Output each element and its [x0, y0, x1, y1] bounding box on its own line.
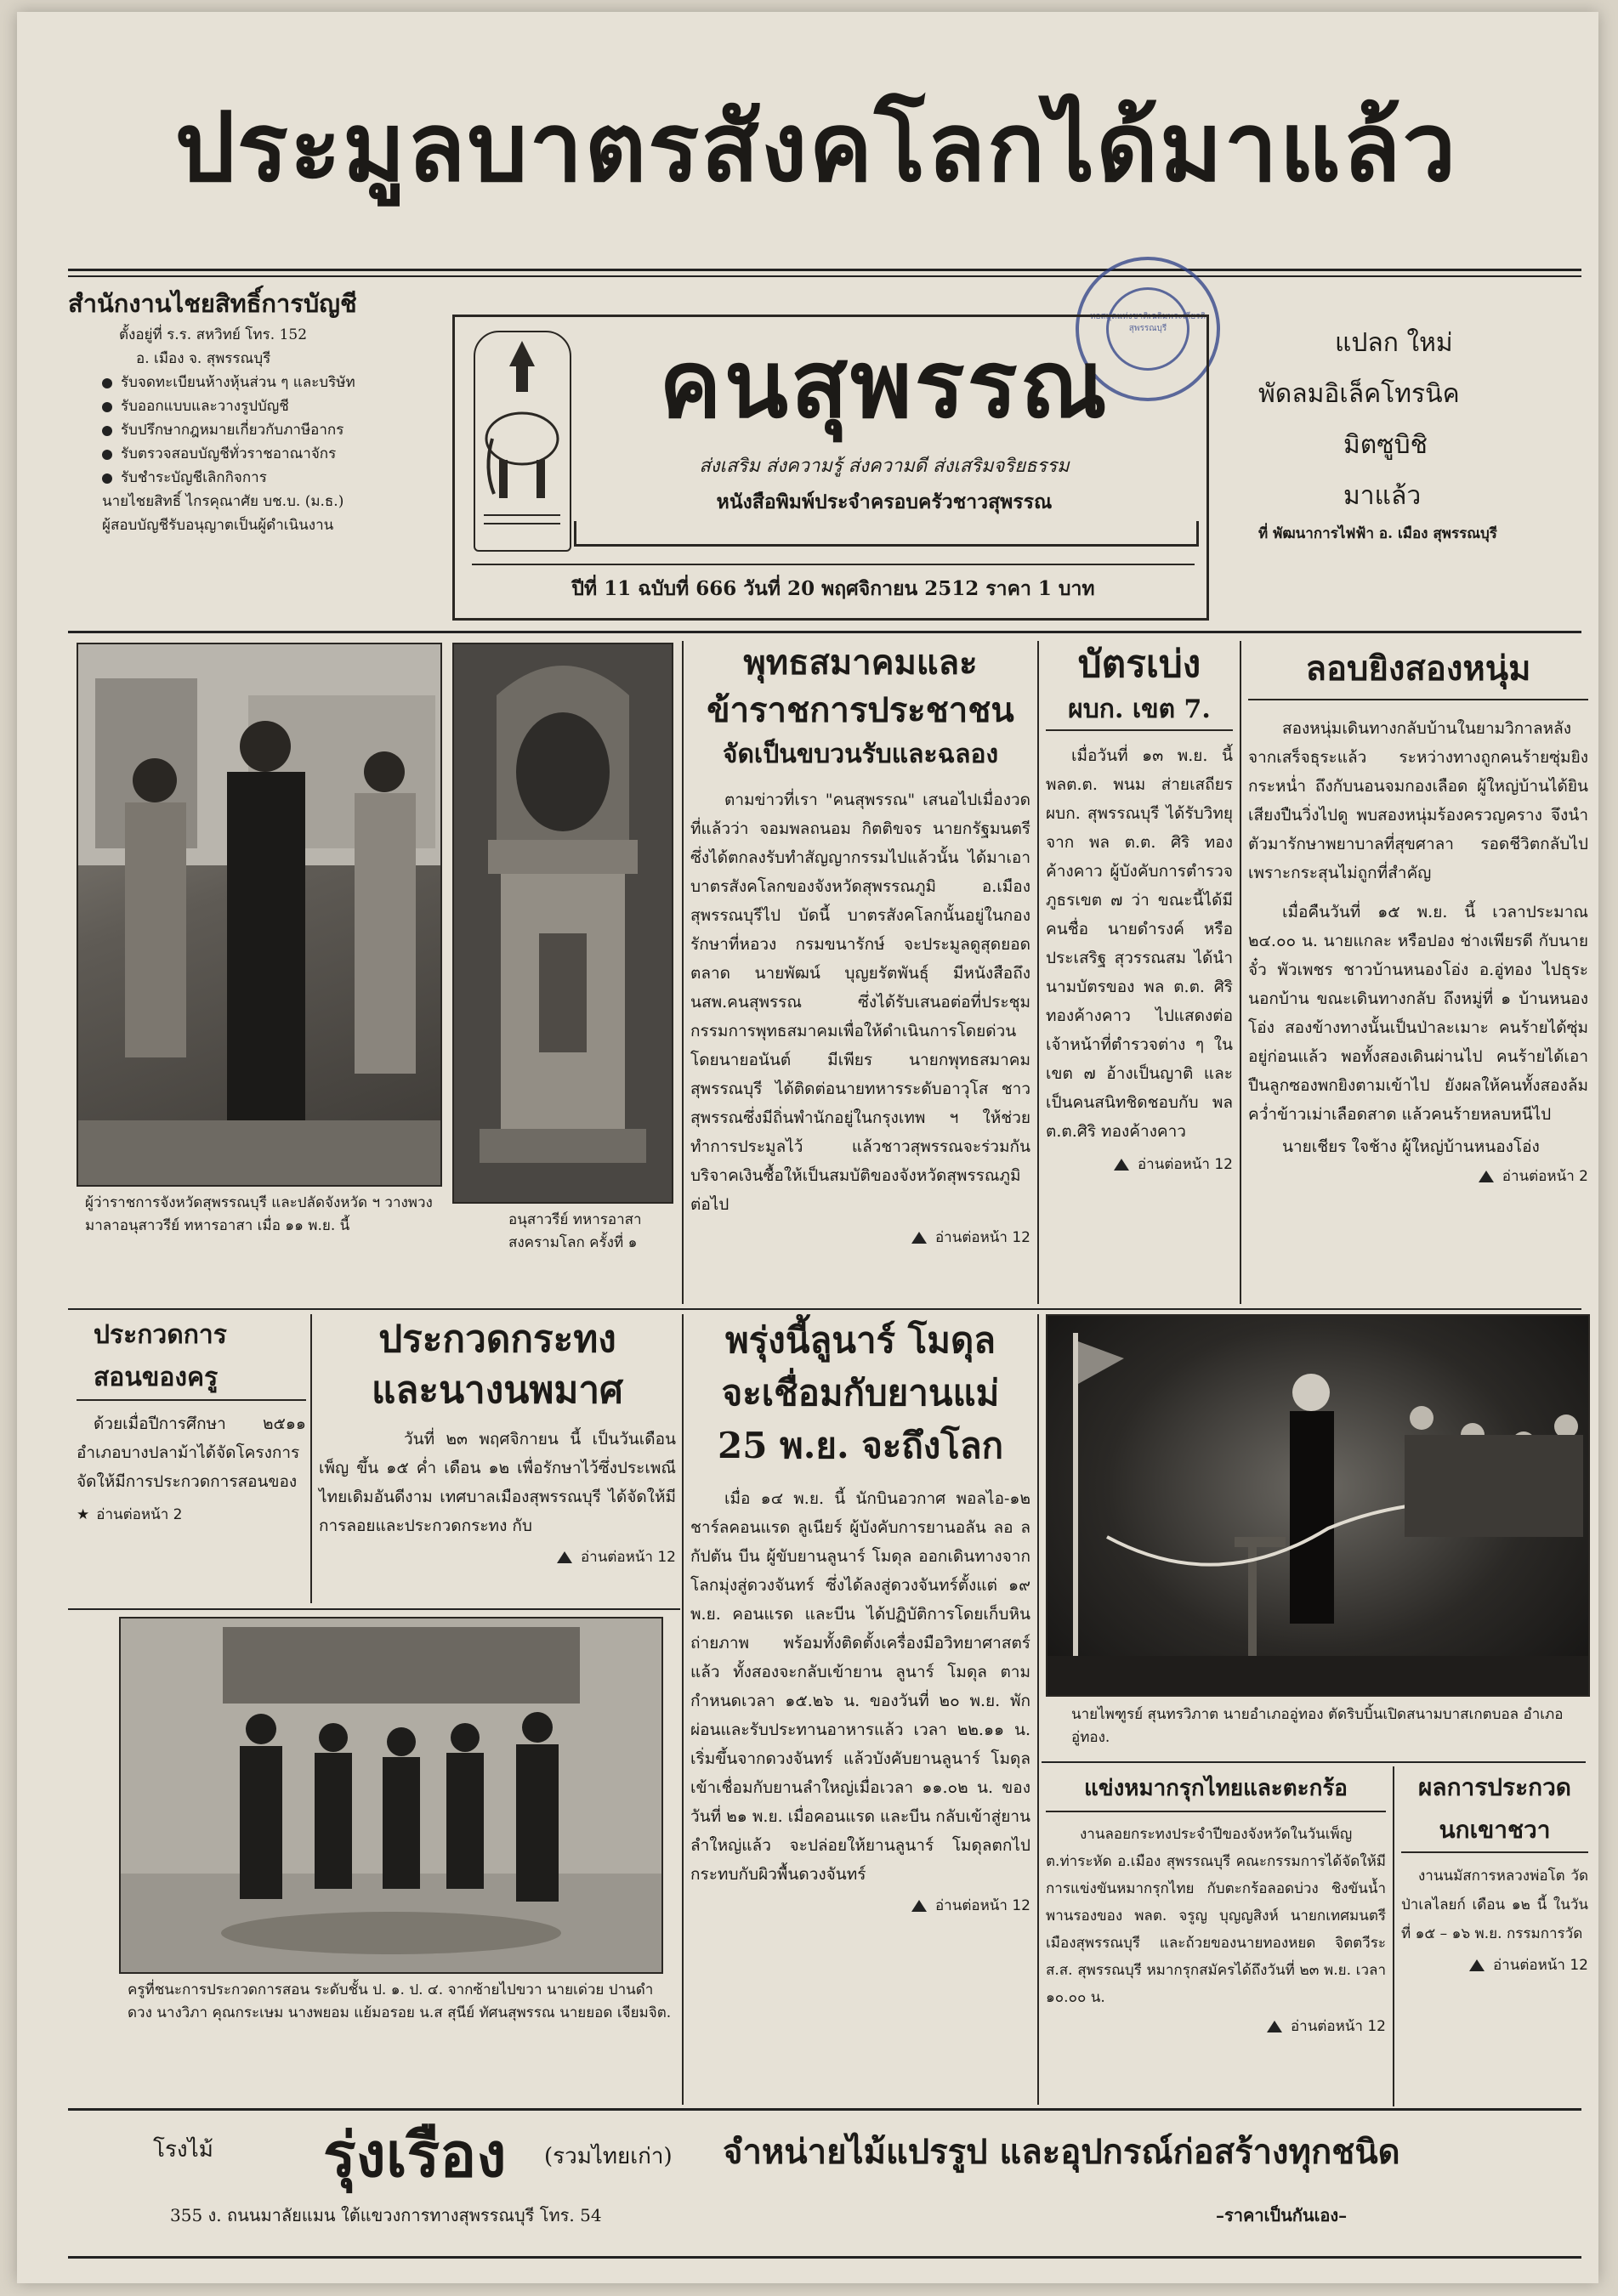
story-buddhist-body: ตามข่าวที่เรา "คนสุพรรณ" เสนอไปเมื่องวดที่แล้วว่า จอมพลถนอม กิตติขจร นายกรัฐมนตรี ซึ่งได้ตกลงรับทำสัญญากรรมไปแล้วนั้น ได้มาเอาบาตรสังคโลกของจังหวัดสุพรรณภูมิ อ.เมืองสุพรรณบุรีไป บัดนี้ บาตรสังคโลกนั้นอยู่ในกองรักษาที่หอวง กรมขนารักษ์ จะประมูลดูสุดยอดตลาด นายพัฒน์ บุญยรัตพันธุ์ มีหนังสือถึง นสพ.คนสุพรรณ ซึ่งได้รับเสนอต่อที่ประชุมกรรมการพุทธสมาคมเพื่อให้ดำเนินการโดยด่วน โดยนายอนันต์ มีเพียร นายกพุทธสมาคมสุพรรณบุรี ได้ติดต่อนายทหารระดับอาวุโส ชาวสุพรรณซึ่งมีถิ่นพำนักอยู่ในกรุงเทพ ฯ ให้ช่วยทำการประมูลไว้ แล้วชาวสุพรรณจะร่วมกันบริจาคเงินซื้อให้เป็นสมบัติของจังหวัดสุพรรณภูมิต่อไป — [690, 791, 1030, 1214]
story-shooting-title: ลอบยิงสองหนุ่ม — [1248, 639, 1588, 700]
star-icon: ★ — [77, 1506, 90, 1523]
lumber-ad-paren: (รวมไทยเก่า) — [544, 2144, 673, 2169]
story-bird-title-2: นกเขาชวา — [1401, 1809, 1588, 1853]
photo-governor — [77, 643, 442, 1187]
lumber-ad-name: รุ่งเรือง — [323, 2118, 507, 2191]
elephant-emblem-icon — [475, 332, 570, 550]
ad-service-label: รับจดทะเบียนห้างหุ้นส่วน ๆ และบริษัท — [121, 374, 355, 391]
photo-governor-caption: ผู้ว่าราชการจังหวัดสุพรรณบุรี และปลัดจังหวัด ฯ วางพวงมาลาอนุสาวรีย์ ทหารอาสา เมื่อ ๑๑ พ.ย. นี้ — [85, 1194, 433, 1234]
accounting-office-ad — [68, 284, 442, 632]
section-rule-3 — [68, 1608, 680, 1610]
column-rule-7 — [1393, 1766, 1394, 2106]
story-shooting-continue[interactable] — [1248, 1165, 1588, 1188]
column-rule-1 — [682, 641, 684, 1304]
story-bird-continue[interactable] — [1401, 1953, 1588, 1976]
masthead-subtitle: หนังสือพิมพ์ประจำครอบครัวชาวสุพรรณ — [716, 491, 1053, 513]
masthead-title: คนสุพรรณ — [659, 329, 1110, 439]
triangle-icon — [911, 1232, 927, 1244]
story-bird-title-1: ผลการประกวด — [1418, 1773, 1571, 1801]
story-shooting-body-1: สองหนุ่มเดินทางกลับบ้านในยามวิกาลหลังจากเสร็จธุระแล้ว ระหว่างทางถูกคนร้ายซุ่มยิงกระหน่ำ ถึงกับนอนจมกองเลือด ผู้ใหญ่บ้านได้ยินเสียงปืนวิ่งไปดู พบสองหนุ่มร้องครวญคราง จึงนำตัวมารักษาพยาบาลที่สุขศาลา รอดชีวิตกลับไปเพราะกระสุนไม่ถูกที่สำคัญ — [1248, 719, 1588, 882]
masthead-emblem — [474, 331, 571, 552]
story-ballot-body: เมื่อวันที่ ๑๓ พ.ย. นี้ พลต.ต. พนม ส่ายเสถียร ผบก. สุพรรณบุรี ได้รับวิทยุจาก พล ต.ต. ศิริ ทองค้างคาว ผู้บังคับการตำรวจภูธรเขต ๗ ว่า ขณะนี้ได้มีคนชื่อ นายดำรงค์ หรือประเสริฐ สุวรรณสม ได้นำนามบัตรของ พล ต.ต. ศิริ ทองค้างคาว ไปแสดงต่อเจ้าหน้าที่ตำรวจต่าง ๆ ในเขต ๗ อ้างเป็นญาติ และเป็นคนสนิทชิดชอบกับ พล ต.ต.ศิริ ทองค้างคาว — [1046, 746, 1233, 1141]
ad-service-label: รับปรึกษากฎหมายเกี่ยวกับภาษีอากร — [121, 422, 344, 439]
story-teacher-body: ด้วยเมื่อปีการศึกษา ๒๕๑๑ อำเภอบางปลาม้าได้จัดโครงการจัดให้มีการประกวดการสอนของ — [77, 1414, 306, 1491]
story-teacher-title-2: สอนของครู — [77, 1357, 306, 1401]
story-krathong-contest — [319, 1314, 676, 1603]
fan-ad-line3: มิตซูบิชิ — [1343, 430, 1428, 460]
lumber-ad-slogan: จำหน่ายไม้แปรรูป และอุปกรณ์ก่อสร้างทุกชนิด — [723, 2133, 1400, 2172]
triangle-icon — [911, 1900, 927, 1912]
bullet-icon — [102, 473, 112, 484]
ad-manager-role: ผู้สอบบัญชีรับอนุญาตเป็นผู้ดำเนินงาน — [102, 517, 334, 534]
ad-service-item — [68, 418, 442, 442]
column-rule-5 — [682, 1314, 684, 2105]
teachers-photo-icon — [121, 1619, 661, 1972]
continue-text: อ่านต่อหน้า 12 — [1492, 1957, 1588, 1974]
story-business-card — [1046, 639, 1233, 1302]
bullet-icon — [102, 426, 112, 436]
story-dove-contest — [1401, 1766, 1588, 2106]
section-rule-2 — [68, 1308, 1581, 1310]
story-krathong-title-1: ประกวดกระทง — [378, 1318, 616, 1361]
story-lunar-continue[interactable] — [690, 1894, 1030, 1917]
bullet-icon — [102, 402, 112, 412]
section-rule-1 — [68, 631, 1581, 633]
continue-text: อ่านต่อหน้า 2 — [1502, 1168, 1588, 1185]
masthead-border — [574, 521, 1199, 547]
photo-ribbon-cutting — [1046, 1314, 1590, 1697]
ad-manager: นายไชยสิทธิ์ ไกรคุณาศัย บช.บ. (ม.ธ.) — [102, 493, 344, 510]
story-chess-title: แข่งหมากรุกไทยและตะกร้อ — [1046, 1766, 1386, 1812]
fan-ad-line4: มาแล้ว — [1343, 481, 1422, 511]
ad-services-list — [68, 371, 442, 490]
story-bird-body: งานนมัสการหลวงพ่อโต วัดป่าเลไลยก์ เดือน ๑๒ นี้ ในวันที่ ๑๕ – ๑๖ พ.ย. กรรมการวัด — [1401, 1868, 1588, 1942]
newspaper-page — [17, 12, 1598, 2283]
ad-address: ตั้งอยู่ที่ ร.ร. สหวิทย์ โทร. 152 — [119, 326, 308, 343]
triangle-icon — [557, 1551, 572, 1563]
fan-ad-line1: แปลก ใหม่ — [1335, 328, 1453, 358]
story-lunar-body: เมื่อ ๑๔ พ.ย. นี้ นักบินอวกาศ พอลไอ-๑๒ ชาร์ลคอนแรด ลูเนียร์ ผู้บังคับการยานอลัน ลอ ล กัปตัน บีน ผู้ขับยานลูนาร์ โมดุล ออกเดินทางจากโลกมุ่งสู่ดวงจันทร์ ซึ่งได้ลงสู่ดวงจันทร์ตั้งแต่ ๑๙ พ.ย. คอนแรด และบีน ได้ปฏิบัติการโดยเก็บหิน ถ่ายภาพ พร้อมทั้งติดตั้งเครื่องมือวิทยาศาสตร์แล้ว ทั้งสองจะกลับเข้ายาน ลูนาร์ โมดุล ตามกำหนดเวลา ๑๕.๒๖ น. ของวันที่ ๒๐ พ.ย. พักผ่อนและรับประทานอาหารแล้ว เวลา ๒๒.๑๑ น. เริ่มขึ้นจากดวงจันทร์ แล้วบังคับยานลูนาร์ โมดุลเข้าเชื่อมกับยานลำใหญ่เมื่อเวลา ๑๑.๐๒ น. ของวันที่ ๒๑ พ.ย. เมื่อคอนแรด และบีน กลับเข้าสู่ยานลำใหญ่แล้ว จะปล่อยให้ยานลูนาร์ โมดุลตกไปกระทบกับผิวพื้นดวงจันทร์ — [690, 1489, 1030, 1884]
photo-teachers — [119, 1617, 663, 1974]
bullet-icon — [102, 450, 112, 460]
section-rule-5 — [68, 2108, 1581, 2111]
main-headline: ประมูลบาตรสังคโลกได้มาแล้ว — [174, 92, 1458, 203]
story-shooting-body-3: นายเชียร ใจช้าง ผู้ใหญ่บ้านหนองโอ่ง — [1282, 1137, 1540, 1156]
photo-monument-caption: อนุสาวรีย์ ทหารอาสาสงครามโลก ครั้งที่ ๑ — [508, 1211, 642, 1251]
photo-ribbon-cutting-caption: นายไพฑูรย์ สุนทรวิภาต นายอำเภออู่ทอง ตัดริบบิ้นเปิดสนามบาสเกตบอล อำเภออู่ทอง. — [1071, 1706, 1564, 1746]
ad-service-label: รับออกแบบและวางรูปบัญชี — [121, 398, 289, 415]
ad-service-label: รับชำระบัญชีเลิกกิจการ — [121, 469, 267, 486]
story-krathong-continue[interactable] — [319, 1545, 676, 1568]
ad-service-item — [68, 466, 442, 490]
photo-monument — [452, 643, 673, 1204]
story-shooting-body-2: เมื่อคืนวันที่ ๑๕ พ.ย. นี้ เวลาประมาณ ๒๔.๐๐ น. นายแกละ หรือปอง ช่างเพียรดี กับนายจั๋ว พัวเพชร ชาวบ้านหนองโอ่ง อ.อู่ทอง ไปธุระนอกบ้าน ขณะเดินทางกลับ ถึงหมู่ที่ ๑ บ้านหนองโอ่ง สองข้างทางนั้นเป็นป่าละเมาะ คนร้ายได้ซุ่มอยู่ก่อนแล้ว พอทั้งสองเดินผ่านไป คนร้ายได้เอาปืนลูกซองพกยิงตามเข้าไป ยังผลให้คนทั้งสองล้มคว่ำข้าวเม่าเลือดสาด แล้วคนร้ายหลบหนีไป — [1248, 903, 1588, 1124]
continue-text: อ่านต่อหน้า 2 — [96, 1506, 183, 1523]
ribbon-cutting-photo-icon — [1047, 1316, 1588, 1695]
bullet-icon — [102, 378, 112, 388]
lumber-yard-ad — [68, 2117, 1581, 2261]
story-teacher-continue[interactable] — [77, 1503, 306, 1526]
triangle-icon — [1469, 1959, 1485, 1971]
continue-text: อ่านต่อหน้า 12 — [934, 1229, 1030, 1246]
story-krathong-body: วันที่ ๒๓ พฤศจิกายน นี้ เป็นวันเดือนเพ็ญ ขึ้น ๑๕ ค่ำ เดือน ๑๒ เพื่อรักษาไว้ซึ่งประเพณีไทยเดิมอันดีงาม เทศบาลเมืองสุพรรณบุรี ได้จัดให้มีการลอยและประกวดกระทง กับ — [319, 1430, 676, 1535]
people-photo-icon — [78, 644, 440, 1185]
story-buddhist-association — [690, 639, 1030, 1302]
story-buddhist-continue[interactable] — [690, 1226, 1030, 1249]
issue-rule — [472, 564, 1195, 565]
story-ballot-title: บัตรเบ่ง — [1077, 643, 1201, 686]
triangle-icon — [1267, 2021, 1282, 2032]
ad-address-city: อ. เมือง จ. สุพรรณบุรี — [136, 350, 271, 367]
story-shooting — [1248, 639, 1588, 1302]
photo-teachers-caption: ครูที่ชนะการประกวดการสอน ระดับชั้น ป. ๑. ป. ๔. จากซ้ายไปขวา นายเด่วย ปานดำดวง นางวิภา คุณกระเษม นางพยอม แย้มอรอย น.ส สุนีย์ ทัศนสุพรรณ นายยอด เจียมจิต. — [128, 1981, 672, 2021]
top-rule — [68, 269, 1581, 271]
issue-line: ปีที่ 11 ฉบับที่ 666 วันที่ 20 พฤศจิกายน 2512 ราคา 1 บาท — [571, 577, 1095, 600]
story-buddhist-title-3: จัดเป็นขบวนรับและฉลอง — [722, 740, 999, 769]
bottom-rule — [68, 2256, 1581, 2259]
story-teacher-title-1: ประกวดการ — [94, 1320, 227, 1350]
continue-text: อ่านต่อหน้า 12 — [1290, 2018, 1386, 2035]
ad-service-item — [68, 394, 442, 418]
story-ballot-continue[interactable] — [1046, 1153, 1233, 1176]
lumber-ad-price: –ราคาเป็นกันเอง– — [1216, 2205, 1348, 2225]
story-krathong-title-2: และนางนพมาศ — [372, 1369, 623, 1412]
monument-photo-icon — [454, 644, 672, 1202]
column-rule-4 — [310, 1314, 312, 1603]
column-rule-6 — [1037, 1314, 1039, 2105]
story-chess-takraw — [1046, 1766, 1386, 2106]
ad-service-item — [68, 442, 442, 466]
column-rule-3 — [1240, 641, 1241, 1304]
masthead-motto: ส่งเสริม ส่งความรู้ ส่งความดี ส่งเสริมจริยธรรม — [699, 456, 1070, 477]
ad-title: สำนักงานไชยสิทธิ์การบัญชี — [68, 289, 357, 318]
continue-text: อ่านต่อหน้า 12 — [934, 1897, 1030, 1914]
story-ballot-subtitle: ผบก. เขต 7. — [1046, 690, 1233, 731]
story-chess-body: งานลอยกระทงประจำปีของจังหวัดในวันเพ็ญ ต.ท่าระหัด อ.เมือง สุพรรณบุรี คณะกรรมการได้จัดให้มีการแข่งขันหมากรุกไทย กับตะกร้อลอดบ่วง ชิงขันน้ำพานรองของ พลต. จรูญ บุญญสิงห์ นายกเทศมนตรีเมืองสุพรรณบุรี และถ้วยของนายทองหยด จิตตวีระ ส.ส. สุพรรณบุรี หมากรุกสมัครได้ถึงวันที่ ๒๓ พ.ย. เวลา ๑๐.๐๐ น. — [1046, 1826, 1386, 2006]
story-lunar-module — [690, 1314, 1030, 2105]
section-rule-4 — [1042, 1761, 1586, 1763]
library-stamp: หอสมุดแห่งชาติเฉลิมพระเกียรติ สุพรรณบุรี — [1076, 257, 1220, 401]
story-lunar-title-2: จะเชื่อมกับยานแม่ — [721, 1372, 1000, 1414]
story-lunar-title-3: 25 พ.ย. จะถึงโลก — [717, 1425, 1004, 1466]
story-buddhist-title-1: พุทธสมาคมและ — [743, 643, 978, 683]
triangle-icon — [1114, 1159, 1129, 1171]
lumber-ad-address: 355 ง. ถนนมาลัยแมน ใต้แขวงการทางสุพรรณบุรี โทร. 54 — [170, 2205, 602, 2225]
story-chess-continue[interactable] — [1046, 2015, 1386, 2038]
top-rule-thin — [68, 275, 1581, 277]
story-teacher-contest — [77, 1314, 306, 1603]
fan-ad-line2: พัดลมอิเล็คโทรนิค — [1258, 379, 1460, 409]
ad-service-item — [68, 371, 442, 394]
story-lunar-title-1: พรุ่งนี้ลูนาร์ โมดุล — [725, 1319, 996, 1361]
column-rule-2 — [1037, 641, 1039, 1304]
continue-text: อ่านต่อหน้า 12 — [1137, 1156, 1233, 1173]
continue-text: อ่านต่อหน้า 12 — [580, 1549, 676, 1566]
triangle-icon — [1479, 1171, 1494, 1182]
ad-service-label: รับตรวจสอบบัญชีทั่วราชอาณาจักร — [121, 445, 337, 462]
fan-ad — [1233, 318, 1590, 598]
fan-ad-address: ที่ พัฒนาการไฟฟ้า อ. เมือง สุพรรณบุรี — [1258, 525, 1497, 542]
masthead — [452, 315, 1209, 621]
story-buddhist-title-2: ข้าราชการประชาชน — [707, 690, 1014, 730]
lumber-ad-prefix: โรงไม้ — [153, 2137, 213, 2163]
